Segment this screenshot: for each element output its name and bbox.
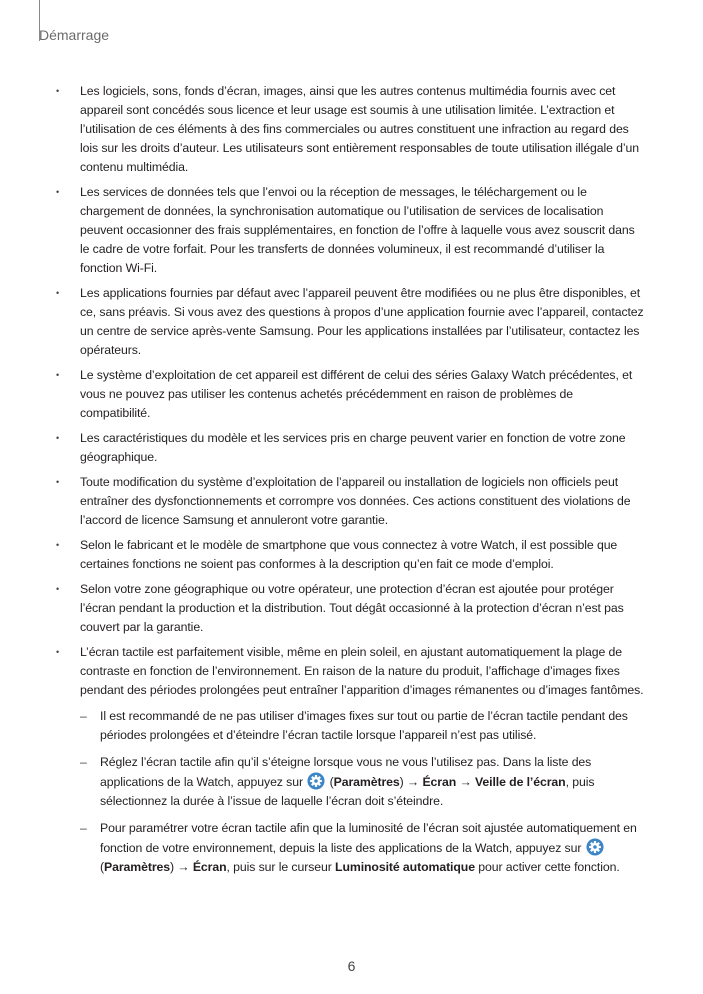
screen-label: Écran <box>422 775 457 789</box>
sub-item-text: ( <box>100 860 104 874</box>
sub-item-text: ) → <box>399 775 423 789</box>
sub-item: – Il est recommandé de ne pas utiliser d’images fixes sur tout ou partie de l’écran tactile pendant des périodes prolongées et d’éteindre l’écran tactile lorsque l’appareil n’est pas utilisé. <box>80 707 646 745</box>
sub-item-text: ( <box>329 775 334 789</box>
sub-item-text: ) → <box>170 860 193 874</box>
sub-item-text: pour activer cette fonction. <box>474 860 620 874</box>
sub-item-text: Réglez l’écran tactile afin qu’il s’éteigne lorsque vous ne vous l’utilisez pas. Dans la liste des applications de la Watch, appuyez sur <box>100 755 592 789</box>
settings-label: Paramètres <box>333 775 400 789</box>
list-item: • Les logiciels, sons, fonds d’écran, images, ainsi que les autres contenus multimédia fournis avec cet appareil sont concédés sous licence et leur usage est soumis à une utilisation limitée. L’extraction et l’utilisation de ces éléments à des fins commerciales ou autres constituent une infraction au regard des lois sur les droits d’auteur. Les utilisateurs sont entièrement responsables de toute utilisation illégale d’un contenu multimédia. <box>56 82 646 177</box>
settings-label: Paramètres <box>104 860 170 874</box>
sub-item <box>80 753 646 811</box>
list-item: • Selon le fabricant et le modèle de smartphone que vous connectez à votre Watch, il est possible que certaines fonctions ne soient pas conformes à la description qu’en fait ce mode d’emploi. <box>56 536 646 574</box>
list-item: • Le système d’exploitation de cet appareil est différent de celui des séries Galaxy Watch précédentes, et vous ne pouvez pas utiliser les contenus achetés précédemment en raison de problèmes de compatibilité. <box>56 366 646 423</box>
page-number: 6 <box>347 958 356 974</box>
list-item: • Selon votre zone géographique ou votre opérateur, une protection d’écran est ajoutée pour protéger l’écran pendant la production et la distribution. Tout dégât occasionné à la protection d’écran n’est pas couvert par la garantie. <box>56 580 646 637</box>
list-item <box>56 643 646 877</box>
sub-item <box>80 819 646 877</box>
list-item: • Les applications fournies par défaut avec l’appareil peuvent être modifiées ou ne plus être disponibles, et ce, sans préavis. Si vous avez des questions à propos d’une application fournie avec l’appareil, contactez un centre de service après-vente Samsung. Pour les applications installées par l’utilisateur, contactez les opérateurs. <box>56 284 646 360</box>
sub-item-text: , puis sélectionnez la durée à l’issue de laquelle l’écran doit s’éteindre. <box>100 775 595 808</box>
bullet-list <box>56 82 646 877</box>
sub-item-text: → <box>456 775 475 789</box>
main-content <box>56 82 646 885</box>
list-item: • Les caractéristiques du modèle et les services pris en charge peuvent varier en fonction de votre zone géographique. <box>56 429 646 467</box>
list-item: • Toute modification du système d’exploitation de l’appareil ou installation de logiciels non officiels peut entraîner des dysfonctionnements et corrompre vos données. Ces actions constituent des violations de l’accord de licence Samsung et annuleront votre garantie. <box>56 473 646 530</box>
sub-item-text: Pour paramétrer votre écran tactile afin que la luminosité de l’écran soit ajustée automatiquement en fonction de votre environnement, depuis la liste des applications de la Watch, appuyez sur <box>100 821 637 855</box>
list-item-text: L’écran tactile est parfaitement visible, même en plein soleil, en ajustant automatiquement la plage de contraste en fonction de l’environnement. En raison de la nature du produit, l’affichage d’images fixes pendant des périodes prolongées peut entraîner l’apparition d’images rémanentes ou d’images fantômes. <box>80 645 644 697</box>
sub-list <box>80 707 646 877</box>
list-item: • Les services de données tels que l’envoi ou la réception de messages, le téléchargement ou le chargement de données, la synchronisation automatique ou l’utilisation de services de localisation peuvent occasionner des frais supplémentaires, en fonction de l’offre à laquelle vous avez souscrit dans le cadre de votre forfait. Pour les transferts de données volumineux, il est recommandé d’utiliser la fonction Wi-Fi. <box>56 183 646 278</box>
sub-item-text: , puis sur le curseur <box>226 860 336 874</box>
section-title: Démarrage <box>39 27 110 43</box>
settings-gear-icon <box>586 838 604 856</box>
screen-label: Écran <box>192 860 227 874</box>
auto-brightness-label: Luminosité automatique <box>335 860 475 874</box>
settings-gear-icon <box>307 772 325 790</box>
screen-timeout-label: Veille de l’écran <box>474 775 566 789</box>
